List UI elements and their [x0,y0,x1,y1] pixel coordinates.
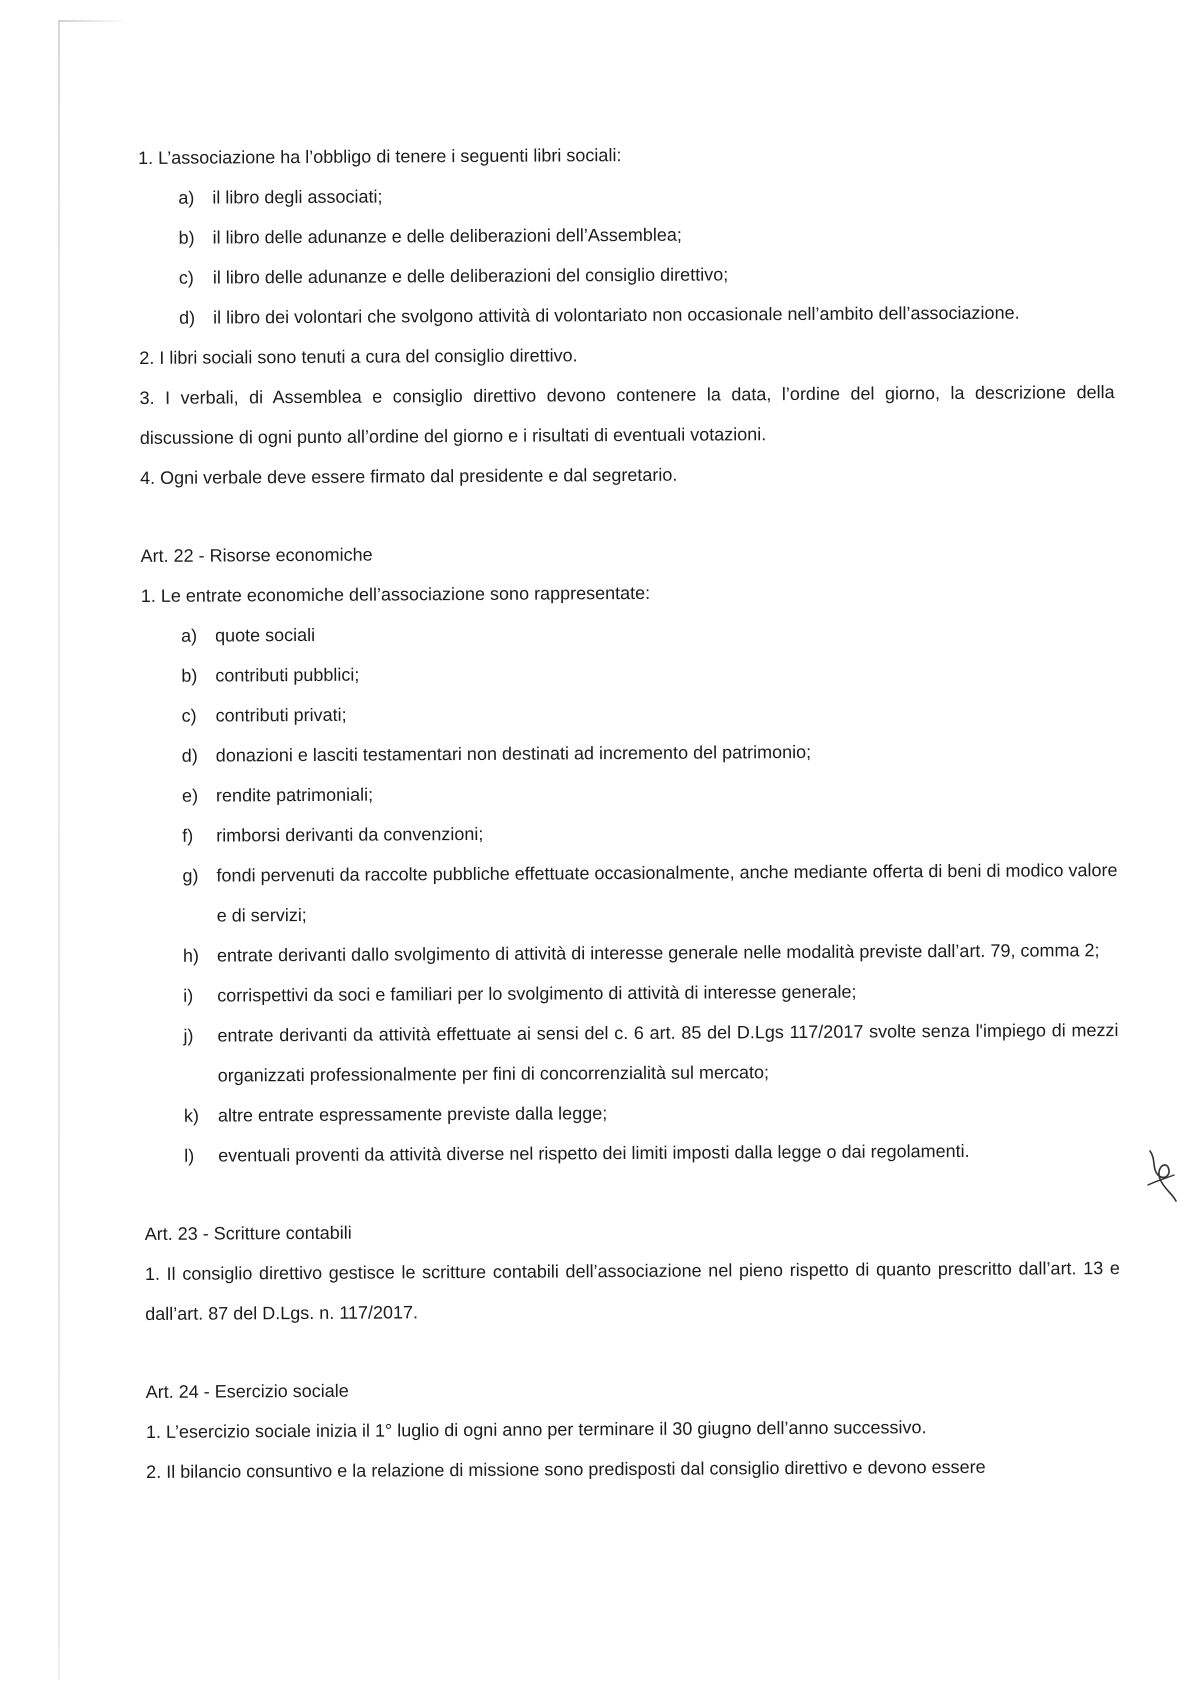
art21-paragraph-4: 4. Ogni verbale deve essere firmato dal presidente e dal segretario. [140,464,678,488]
list-text: contributi pubblici; [215,664,360,686]
list-marker: i) [183,985,194,1006]
list-marker: d) [179,307,196,328]
list-text: entrate derivanti dallo svolgimento di attività di interesse generale nelle modalità previste dall’art. 79, comma 2; [216,940,1100,966]
list-text: altre entrate espressamente previste dalla legge; [217,1103,608,1126]
list-item [144,1130,1119,1176]
list-marker: c) [178,267,194,288]
list-text: rendite patrimoniali; [215,784,374,806]
art24-title: Art. 24 - Esercizio sociale [145,1380,349,1402]
list-item [142,810,1117,856]
list-marker: c) [181,705,197,726]
art24-paragraph-1: 1. L’esercizio sociale inizia il 1° luglio di ogni anno per terminare il 30 giugno dell’anno successivo. [145,1417,927,1442]
list-item [138,212,1113,258]
list-marker: g) [182,865,199,886]
list-marker: d) [181,745,198,766]
list-marker: a) [178,187,195,208]
list-marker: k) [183,1105,200,1126]
list-item [142,730,1117,776]
scan-corner [58,20,128,22]
list-marker: f) [182,825,194,846]
list-item [142,770,1117,816]
list-text: eventuali proventi da attività diverse nel rispetto dei limiti imposti dalla legge o dai regolamenti. [218,1140,970,1166]
art21-paragraph-1: 1. L’associazione ha l’obbligo di tenere i seguenti libri sociali: [138,145,622,168]
list-marker: h) [182,945,200,966]
list-text: entrate derivanti da attività effettuate ai sensi del c. 6 art. 85 del D.Lgs 117/2017 svolte senza l'impiego di mezzi organizzati professionalmente per fini di concorrenzialità sul mercato; [217,1020,1119,1086]
list-marker: j) [183,1025,194,1046]
art21-paragraph-2: 2. I libri sociali sono tenuti a cura del consiglio direttivo. [139,345,578,368]
art23-paragraph-1: 1. Il consiglio direttivo gestisce le scritture contabili dell’associazione nel pieno rispetto di quanto prescritto dall’art. 13 e dall’art. 87 del D.Lgs. n. 117/2017. [144,1258,1120,1324]
list-text: donazioni e lasciti testamentari non destinati ad incremento del patrimonio; [215,741,812,766]
list-item [143,1010,1118,1096]
art21-paragraph-3: 3. I verbali, di Assemblea e consiglio direttivo devono contenere la data, l’ordine del giorno, la descrizione della discussione di ogni punto all’ordine del giorno e i risultati di eventuali votazioni. [139,382,1115,448]
list-item [138,172,1113,218]
art22-list [141,610,1119,1176]
initials-signature [1142,1145,1182,1205]
list-item [144,1090,1119,1136]
list-item [139,292,1114,338]
scan-edge [58,20,60,1680]
art24-paragraph-2: 2. Il bilancio consuntivo e la relazione di missione sono predisposti dal consiglio direttivo e devono essere [146,1456,986,1482]
document-page [138,132,1121,1492]
list-marker: b) [181,665,198,686]
list-item [142,850,1117,936]
list-marker: a) [180,625,198,646]
list-item [141,610,1116,656]
list-item [141,650,1116,696]
list-item [141,690,1116,736]
list-text: il libro delle adunanze e delle deliberazioni del consiglio direttivo; [212,264,729,288]
list-text: il libro degli associati; [212,186,383,208]
list-marker: e) [181,785,199,806]
art22-paragraph-1: 1. Le entrate economiche dell’associazione sono rappresentate: [140,582,651,606]
list-marker: l) [184,1145,195,1166]
list-text: quote sociali [214,624,316,646]
list-item [139,252,1114,298]
art22-title: Art. 22 - Risorse economiche [140,544,373,566]
list-text: corrispettivi da soci e familiari per lo svolgimento di attività di interesse generale; [217,981,857,1006]
list-text: il libro dei volontari che svolgono attività di volontariato non occasionale nell’ambito dell’associazione. [213,302,1020,328]
list-text: rimborsi derivanti da convenzioni; [216,823,484,846]
list-text: contributi privati; [215,704,347,726]
art23-title: Art. 23 - Scritture contabili [144,1222,352,1244]
list-item [143,970,1118,1016]
list-text: fondi pervenuti da raccolte pubbliche effettuate occasionalmente, anche mediante offerta di beni di modico valore e di servizi; [216,860,1118,926]
list-marker: b) [178,227,195,248]
art21-list [138,172,1114,338]
list-text: il libro delle adunanze e delle deliberazioni dell’Assemblea; [212,224,682,248]
list-item [143,930,1118,976]
